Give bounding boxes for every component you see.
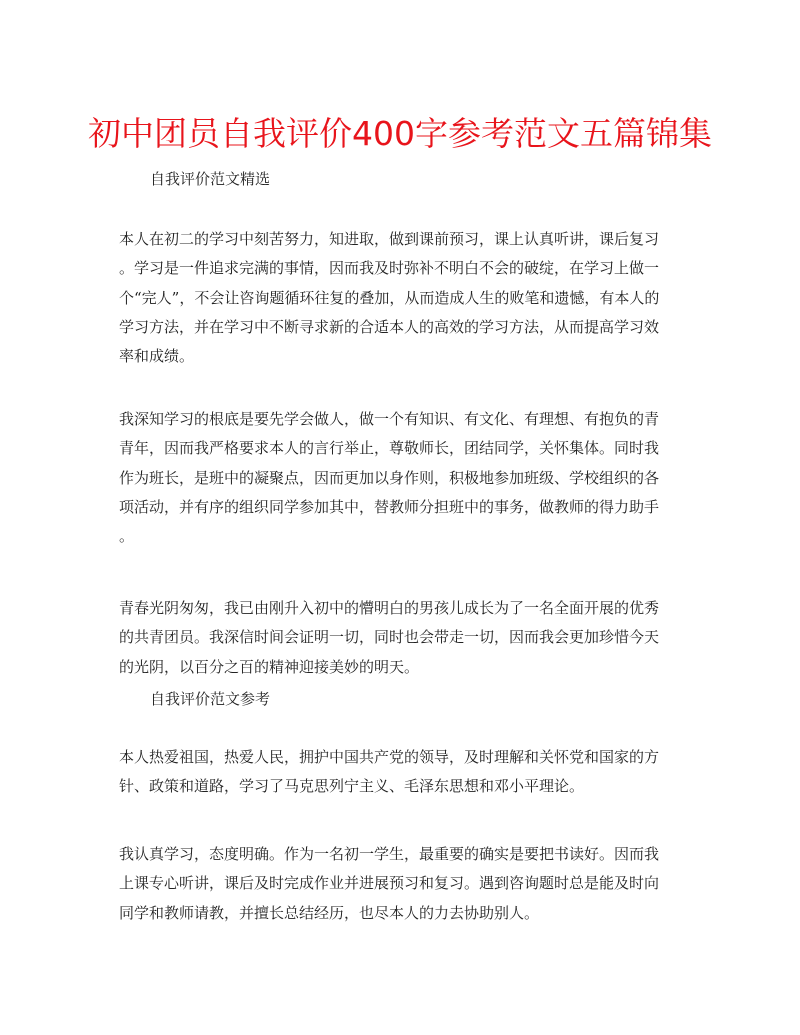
section-heading: 自我评价范文参考 — [150, 690, 271, 708]
document-title: 初中团员自我评价400字参考范文五篇锦集 — [88, 114, 712, 153]
paragraph — [119, 594, 703, 682]
paragraph-line: 学习方法，并在学习中不断寻求新的合适本人的高效的学习方法，从而提高学习效 — [119, 317, 660, 336]
paragraph-line: 。学习是一件追求完满的事情，因而我及时弥补不明白不会的破绽，在学习上做一 — [119, 259, 660, 278]
paragraph-line: 的共青团员。我深信时间会证明一切，同时也会带走一切，因而我会更加珍惜今天 — [119, 628, 660, 647]
paragraph-line: 个“完人”，不会让咨询题循环往复的叠加，从而造成人生的败笔和遗憾，有本人的 — [119, 288, 660, 307]
paragraph-line: 我认真学习，态度明确。作为一名初一学生，最重要的确实是要把书读好。因而我 — [119, 845, 660, 863]
paragraph-line: 作为班长，是班中的凝聚点，因而更加以身作则，积极地参加班级、学校组织的各 — [119, 468, 660, 487]
paragraph-line: 项活动，并有序的组织同学参加其中，替教师分担班中的事务，做教师的得力助手 — [119, 497, 660, 516]
paragraph-line: 同学和教师请教，并擅长总结经历，也尽本人的力去协助别人。 — [119, 903, 540, 922]
paragraph-line: 本人在初二的学习中刻苦努力，知进取，做到课前预习，课上认真听讲，课后复习 — [119, 230, 660, 248]
paragraph — [119, 840, 703, 928]
paragraph — [119, 743, 703, 802]
paragraph — [119, 405, 703, 551]
paragraph-line: 。 — [119, 527, 135, 546]
paragraph-line: 青春光阴匆匆，我已由刚升入初中的懵明白的男孩儿成长为了一名全面开展的优秀 — [119, 599, 660, 617]
paragraph-line: 上课专心听讲，课后及时完成作业并进展预习和复习。遇到咨询题时总是能及时向 — [119, 874, 660, 893]
paragraph — [119, 225, 703, 371]
paragraph-line: 青年，因而我严格要求本人的言行举止，尊敬师长，团结同学，关怀集体。同时我 — [119, 439, 660, 458]
paragraph-line: 率和成绩。 — [119, 347, 195, 366]
paragraph-line: 的光阴，以百分之百的精神迎接美妙的明天。 — [119, 657, 420, 676]
paragraph-line: 针、政策和道路，学习了马克思列宁主义、毛泽东思想和邓小平理论。 — [119, 777, 585, 796]
paragraph-line: 本人热爱祖国，热爱人民，拥护中国共产党的领导，及时理解和关怀党和国家的方 — [119, 748, 660, 766]
paragraph-line: 我深知学习的根底是要先学会做人，做一个有知识、有文化、有理想、有抱负的青 — [119, 410, 660, 428]
section-heading: 自我评价范文精选 — [150, 170, 271, 188]
